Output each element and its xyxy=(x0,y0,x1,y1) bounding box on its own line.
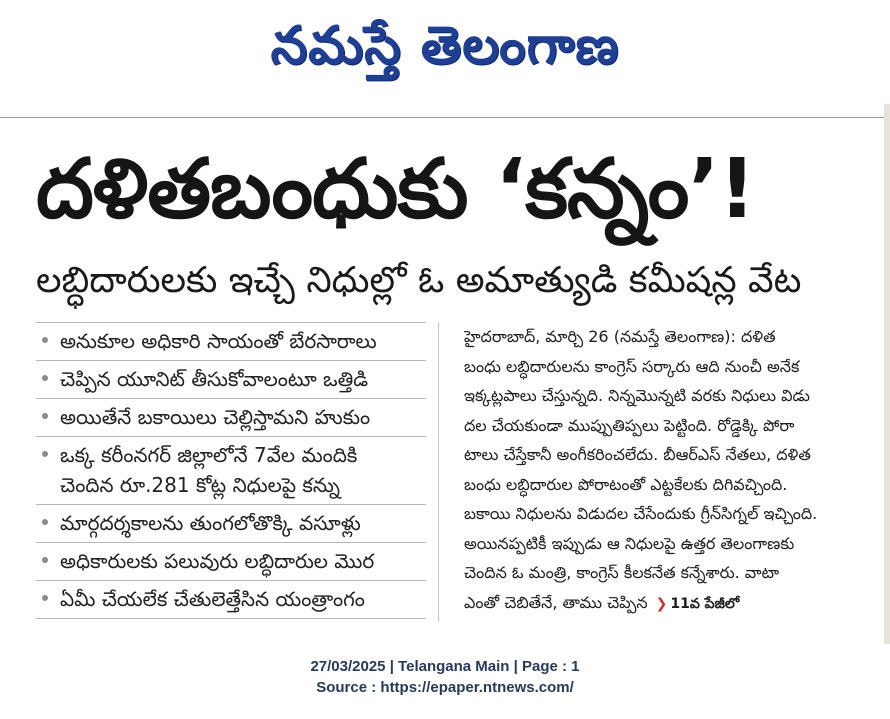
body-line: అయినప్పటికీ ఇప్పుడు ఆ నిధులపై ఉత్తర తెలంగాణకు xyxy=(464,533,795,553)
page-footer xyxy=(0,656,890,698)
bullet-dot-icon xyxy=(42,557,48,563)
newspaper-logo: నమస్తే తెలంగాణ xyxy=(270,15,620,76)
bullet-text: చెందిన రూ.281 కోట్ల నిధులపై కన్ను xyxy=(60,473,340,497)
continued-on-page-label: 11వ పేజీలో xyxy=(670,595,740,612)
bullet-dot-icon xyxy=(42,413,48,419)
masthead xyxy=(0,0,890,104)
article-headline: దళితబంధుకు ‘కన్నం’! xyxy=(36,142,755,237)
highlight-bullet xyxy=(36,542,426,580)
bullet-dot-icon xyxy=(42,451,48,457)
highlight-bullet xyxy=(36,580,426,619)
continue-arrow-icon: ❯ xyxy=(655,595,668,612)
body-line: చెందిన ఓ మంత్రి, కాంగ్రెస్ కీలకనేత కన్నేశారు. వాటా xyxy=(464,563,780,582)
bullet-dot-icon xyxy=(42,595,48,601)
body-line: ఎంతో చెబితేనే, తాము చెప్పిన ❯ 11వ పేజీలో xyxy=(464,588,860,620)
highlight-bullet xyxy=(36,504,426,542)
footer-edition-line: 27/03/2025 | Telangana Main | Page : 1 xyxy=(310,658,580,675)
body-line: బంధు లబ్ధిదారులను కాంగ్రెస్ సర్కారు ఆది నుంచీ అనేక xyxy=(464,356,800,376)
bullet-text: అయితేనే బకాయిలు చెల్లిస్తామని హుకుం xyxy=(60,405,371,429)
bullet-text: చెప్పిన యూనిట్ తీసుకోవాలంటూ ఒత్తిడి xyxy=(60,367,369,391)
highlight-bullet xyxy=(36,398,426,436)
bullet-text: ఒక్క కరీంనగర్ జిల్లాలోనే 7వేల మందికి xyxy=(60,443,358,467)
bullet-text: మార్గదర్శకాలను తుంగలోతొక్కి వసూళ్లు xyxy=(60,511,361,535)
body-line: బంధు లబ్ధిదారుల పోరాటంతో ఎట్టకేలకు దిగివచ్చింది. xyxy=(464,474,788,494)
body-line: హైదరాబాద్, మార్చి 26 (నమస్తే తెలంగాణ): దళిత xyxy=(464,327,776,346)
page-edge-strip xyxy=(884,104,890,644)
body-line: ఇక్కట్లపాలు చేస్తున్నది. నిన్నమొన్నటి వరకు నిధులు విడు xyxy=(464,386,810,405)
bullet-dot-icon xyxy=(42,519,48,525)
continued-on-page-link[interactable] xyxy=(656,590,740,620)
column-divider xyxy=(438,322,439,622)
article-body xyxy=(464,322,860,619)
article-subheadline: లబ్ధిదారులకు ఇచ్చే నిధుల్లో ఓ అమాత్యుడి కమీషన్ల వేట xyxy=(36,260,802,301)
footer-source-line[interactable]: Source : https://epaper.ntnews.com/ xyxy=(316,679,574,696)
bullet-dot-icon xyxy=(42,375,48,381)
body-line: దల చేయకుండా ముప్పుతిప్పలు పెట్టింది. రోడ్డెక్కి పోరా xyxy=(464,415,795,435)
body-line: బకాయి నిధులను విడుదల చేసేందుకు గ్రీన్‌సిగ్నల్ ఇచ్చింది. xyxy=(464,504,818,523)
highlight-bullet xyxy=(36,436,426,504)
bullet-text: ఏమీ చేయలేక చేతులెత్తేసిన యంత్రాంగం xyxy=(60,587,365,611)
highlight-bullet-list xyxy=(36,322,426,619)
body-line: టాలు చేస్తేకానీ అంగీకరించలేదు. బీఆర్ఎస్ నేతలు, దళిత xyxy=(464,445,811,464)
highlight-bullet xyxy=(36,360,426,398)
bullet-dot-icon xyxy=(42,337,48,343)
masthead-rule xyxy=(0,117,890,118)
highlight-bullet xyxy=(36,322,426,360)
bullet-text: అనుకూల అధికారి సాయంతో బేరసారాలు xyxy=(60,329,377,353)
bullet-text: అధికారులకు పలువురు లబ్ధిదారుల మొర xyxy=(60,549,375,573)
